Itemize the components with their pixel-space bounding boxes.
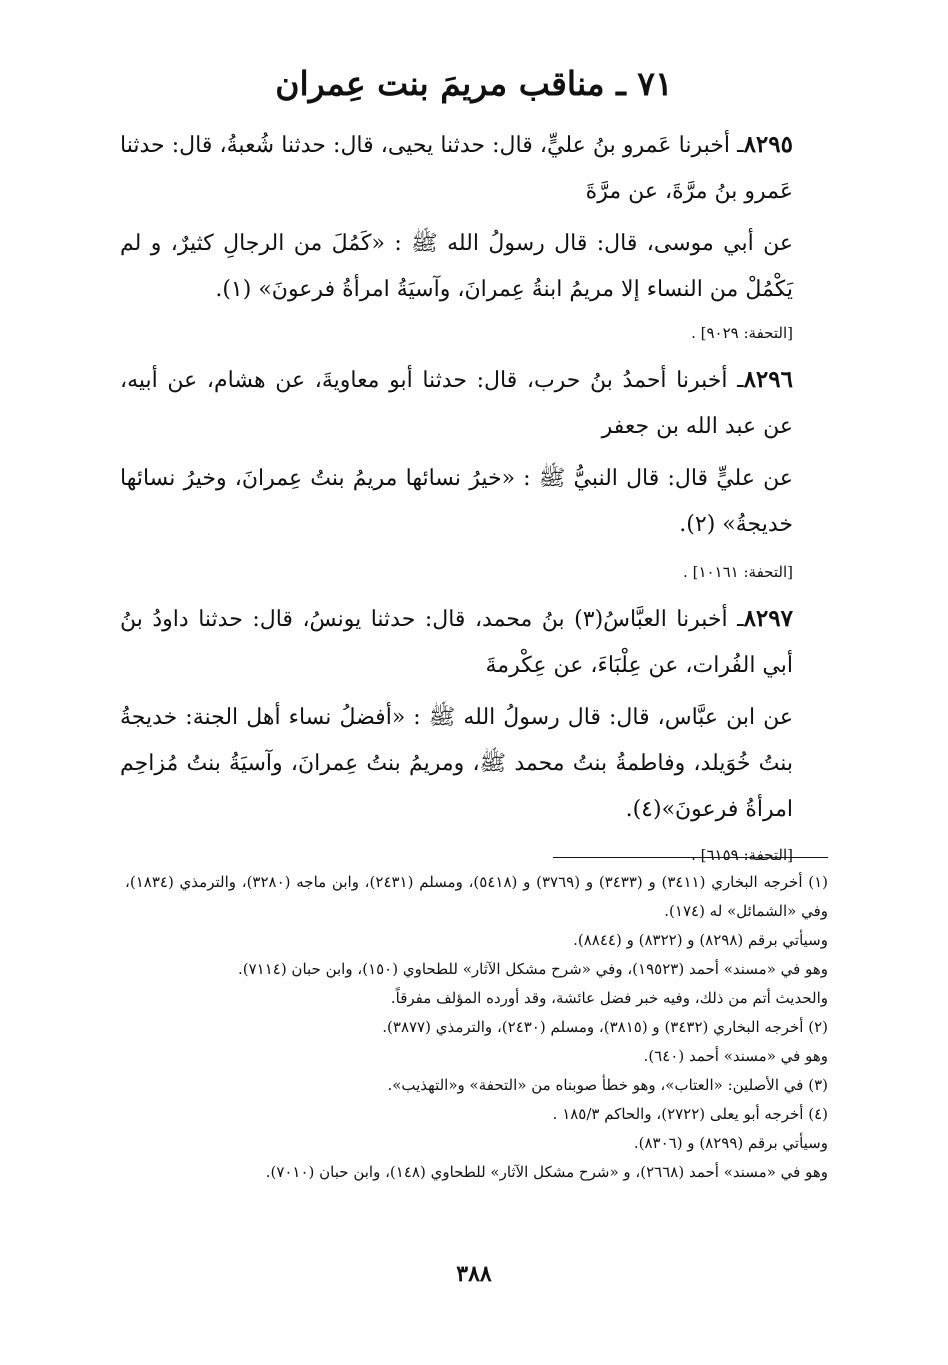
- hadith-isnad: [120, 357, 793, 450]
- hadith-isnad: [120, 122, 793, 215]
- tuhfa-reference: [التحفة: ٩٠٢٩] .: [691, 324, 793, 342]
- footnote: وهو في «مسند» أحمد (٦٤٠).: [643, 1047, 828, 1065]
- isnad-text: ـ أخبرنا العبَّاسُ(٣) بنُ محمد، قال: حدثنا يونسُ، قال: حدثنا داودُ بنُ أبي الفُرات، عن عِلْبَاءَ، عن عِكْرمةَ: [120, 607, 793, 678]
- hadith-matn: عن أبي موسى، قال: قال رسولُ الله ﷺ : «كَمُلَ من الرجالِ كثيرٌ، و لم يَكْمُلْ من النساء إلا مريمُ ابنةُ عِمرانَ، وآسيَةُ امرأةُ فرعونَ» (١).: [120, 231, 793, 302]
- footnote: وسيأتي برقم (٨٢٩٩) و (٨٣٠٦).: [633, 1134, 828, 1152]
- footnote-separator: [553, 857, 828, 858]
- footnote: (٣) في الأصلين: «العتاب»، وهو خطأ صوبناه من «التحفة» و«التهذيب».: [387, 1076, 828, 1094]
- isnad-text: ـ أخبرنا أحمدُ بنُ حرب، قال: حدثنا أبو معاويةَ، عن هشام، عن أبيه، عن عبد الله بن جعفر: [120, 368, 793, 439]
- tuhfa-reference: [التحفة: ١٠١٦١] .: [683, 563, 793, 581]
- hadith-number: ٨٢٩٥: [743, 131, 793, 158]
- footnote: (٤) أخرجه أبو يعلى (٢٧٢٢)، والحاكم ١٨٥/٣ .: [552, 1105, 828, 1123]
- footnote: وسيأتي برقم (٨٢٩٨) و (٨٣٢٢) و (٨٨٤٤).: [573, 931, 828, 949]
- hadith-number: ٨٢٩٧: [743, 605, 793, 632]
- footnote: وهو في «مسند» أحمد (٢٦٦٨)، و «شرح مشكل الآثار» للطحاوي (١٤٨)، وابن حبان (٧٠١٠).: [265, 1163, 828, 1181]
- tuhfa-reference: [التحفة: ٦١٥٩] .: [691, 846, 793, 864]
- footnote: والحديث أتم من ذلك، وفيه خبر فضل عائشة، وقد أورده المؤلف مفرقاً.: [390, 989, 828, 1007]
- main-text: [120, 118, 793, 867]
- footnote: وهو في «مسند» أحمد (١٩٥٢٣)، وفي «شرح مشكل الآثار» للطحاوي (١٥٠)، وابن حبان (٧١١٤).: [237, 960, 828, 978]
- isnad-text: ـ أخبرنا عَمرو بنُ عليٍّ، قال: حدثنا يحيى، قال: حدثنا شُعبةُ، قال: حدثنا عَمرو بنُ مرَّةَ، عن مرَّةَ: [120, 133, 793, 204]
- footnote: (٢) أخرجه البخاري (٣٤٣٢) و (٣٨١٥)، ومسلم (٢٤٣٠)، والترمذي (٣٨٧٧).: [382, 1018, 828, 1036]
- hadith-matn: عن عليٍّ قال: قال النبيُّ ﷺ : «خيرُ نسائها مريمُ بنتُ عِمرانَ، وخيرُ نسائها خديجةُ» (٢).: [120, 466, 793, 537]
- footnote: (١) أخرجه البخاري (٣٤١١) و (٣٤٣٣) و (٣٧٦٩) و (٥٤١٨)، ومسلم (٢٤٣١)، وابن ماجه (٣٢٨٠)، والترمذي (١٨٣٤)، وفي «الشمائل» له (١٧٤).: [125, 873, 829, 920]
- page-number: ٣٨٨: [456, 1261, 492, 1287]
- chapter-title: ٧١ ـ مناقب مريمَ بنت عِمران: [275, 64, 673, 103]
- footnotes: [125, 868, 828, 1187]
- hadith-matn: عن ابن عبَّاس، قال: قال رسولُ الله ﷺ : «أفضلُ نساء أهل الجنة: خديجةُ بنتُ خُوَيلد، وفاطمةُ بنتُ محمد ﷺ، ومريمُ بنتُ عِمرانَ، وآسيَةُ بنتُ مُزاحِم امرأةُ فرعونَ»(٤).: [120, 705, 793, 822]
- hadith-number: ٨٢٩٦: [743, 366, 793, 393]
- hadith-isnad: [120, 596, 793, 689]
